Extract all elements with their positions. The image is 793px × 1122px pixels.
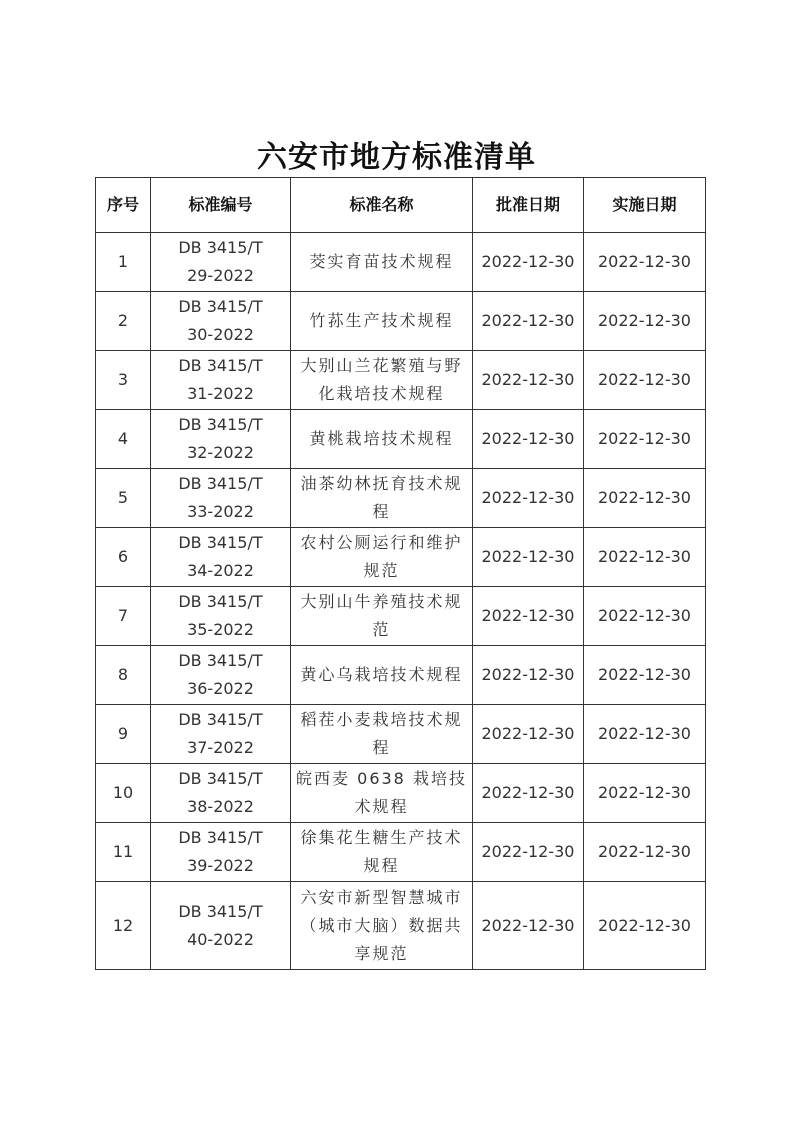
row-code xyxy=(151,410,291,469)
row-approval-date: 2022-12-30 xyxy=(473,351,584,410)
row-effective-date: 2022-12-30 xyxy=(584,646,706,705)
row-index: 11 xyxy=(96,823,151,882)
table-row xyxy=(96,882,706,970)
row-effective-date: 2022-12-30 xyxy=(584,528,706,587)
row-code xyxy=(151,646,291,705)
code-line1: DB 3415/T xyxy=(178,828,263,847)
row-effective-date: 2022-12-30 xyxy=(584,469,706,528)
row-code xyxy=(151,233,291,292)
row-approval-date: 2022-12-30 xyxy=(473,233,584,292)
code-line2: 38-2022 xyxy=(187,797,254,816)
row-index: 4 xyxy=(96,410,151,469)
row-index: 3 xyxy=(96,351,151,410)
code-line2: 29-2022 xyxy=(187,266,254,285)
header-approval-date: 批准日期 xyxy=(473,178,584,233)
row-effective-date: 2022-12-30 xyxy=(584,410,706,469)
code-line1: DB 3415/T xyxy=(178,769,263,788)
code-line1: DB 3415/T xyxy=(178,533,263,552)
row-name: 农村公厕运行和维护规范 xyxy=(291,528,473,587)
row-approval-date: 2022-12-30 xyxy=(473,823,584,882)
table-row xyxy=(96,351,706,410)
row-name: 油茶幼林抚育技术规程 xyxy=(291,469,473,528)
row-name: 大别山牛养殖技术规范 xyxy=(291,587,473,646)
row-name: 茭实育苗技术规程 xyxy=(291,233,473,292)
code-line2: 40-2022 xyxy=(187,929,254,949)
row-name: 皖西麦 0638 栽培技术规程 xyxy=(291,764,473,823)
table-row xyxy=(96,233,706,292)
row-index: 7 xyxy=(96,587,151,646)
row-effective-date: 2022-12-30 xyxy=(584,705,706,764)
code-line2: 39-2022 xyxy=(187,856,254,875)
row-name: 大别山兰花繁殖与野化栽培技术规程 xyxy=(291,351,473,410)
code-line1: DB 3415/T xyxy=(178,297,263,316)
row-effective-date: 2022-12-30 xyxy=(584,587,706,646)
row-approval-date: 2022-12-30 xyxy=(473,469,584,528)
page-title: 六安市地方标准清单 xyxy=(257,140,536,175)
row-code xyxy=(151,823,291,882)
code-line1: DB 3415/T xyxy=(178,651,263,670)
table-row xyxy=(96,705,706,764)
row-name: 六安市新型智慧城市（城市大脑）数据共享规范 xyxy=(291,882,473,970)
table-row xyxy=(96,528,706,587)
row-index: 5 xyxy=(96,469,151,528)
row-effective-date: 2022-12-30 xyxy=(584,764,706,823)
table-row xyxy=(96,292,706,351)
row-approval-date: 2022-12-30 xyxy=(473,587,584,646)
code-line1: DB 3415/T xyxy=(178,238,263,257)
row-name: 黄桃栽培技术规程 xyxy=(291,410,473,469)
row-approval-date: 2022-12-30 xyxy=(473,705,584,764)
row-name: 竹荪生产技术规程 xyxy=(291,292,473,351)
row-code xyxy=(151,528,291,587)
row-code xyxy=(151,469,291,528)
code-line1: DB 3415/T xyxy=(178,710,263,729)
row-name: 稻茬小麦栽培技术规程 xyxy=(291,705,473,764)
code-line2: 37-2022 xyxy=(187,738,254,757)
code-line2: 33-2022 xyxy=(187,502,254,521)
row-approval-date: 2022-12-30 xyxy=(473,764,584,823)
row-effective-date: 2022-12-30 xyxy=(584,233,706,292)
table-row xyxy=(96,764,706,823)
row-index: 6 xyxy=(96,528,151,587)
code-line2: 36-2022 xyxy=(187,679,254,698)
code-line1: DB 3415/T xyxy=(178,356,263,375)
row-name: 黄心乌栽培技术规程 xyxy=(291,646,473,705)
header-index: 序号 xyxy=(96,178,151,233)
code-line1: DB 3415/T xyxy=(178,474,263,493)
row-effective-date: 2022-12-30 xyxy=(584,823,706,882)
table-row xyxy=(96,646,706,705)
row-approval-date: 2022-12-30 xyxy=(473,646,584,705)
row-approval-date: 2022-12-30 xyxy=(473,410,584,469)
row-code xyxy=(151,292,291,351)
code-line2: 35-2022 xyxy=(187,620,254,639)
header-code: 标准编号 xyxy=(151,178,291,233)
table-row xyxy=(96,469,706,528)
table-row xyxy=(96,823,706,882)
code-line1: DB 3415/T xyxy=(178,415,263,434)
row-code xyxy=(151,705,291,764)
row-approval-date: 2022-12-30 xyxy=(473,292,584,351)
code-line2: 32-2022 xyxy=(187,443,254,462)
code-line2: 30-2022 xyxy=(187,325,254,344)
row-approval-date: 2022-12-30 xyxy=(473,528,584,587)
row-index: 10 xyxy=(96,764,151,823)
row-approval-date: 2022-12-30 xyxy=(473,882,584,970)
code-line1: DB 3415/T xyxy=(178,901,263,921)
row-effective-date: 2022-12-30 xyxy=(584,292,706,351)
table-row xyxy=(96,410,706,469)
row-index: 1 xyxy=(96,233,151,292)
code-line2: 34-2022 xyxy=(187,561,254,580)
standards-table xyxy=(95,177,706,970)
code-line2: 31-2022 xyxy=(187,384,254,403)
row-code xyxy=(151,764,291,823)
row-code xyxy=(151,351,291,410)
row-code xyxy=(151,882,291,970)
row-index: 9 xyxy=(96,705,151,764)
row-index: 12 xyxy=(96,882,151,970)
row-effective-date: 2022-12-30 xyxy=(584,351,706,410)
row-code xyxy=(151,587,291,646)
code-line1: DB 3415/T xyxy=(178,592,263,611)
table-header-row xyxy=(96,178,706,233)
row-effective-date: 2022-12-30 xyxy=(584,882,706,970)
row-index: 2 xyxy=(96,292,151,351)
row-index: 8 xyxy=(96,646,151,705)
row-name: 徐集花生糖生产技术规程 xyxy=(291,823,473,882)
header-effective-date: 实施日期 xyxy=(584,178,706,233)
table-row xyxy=(96,587,706,646)
header-name: 标准名称 xyxy=(291,178,473,233)
